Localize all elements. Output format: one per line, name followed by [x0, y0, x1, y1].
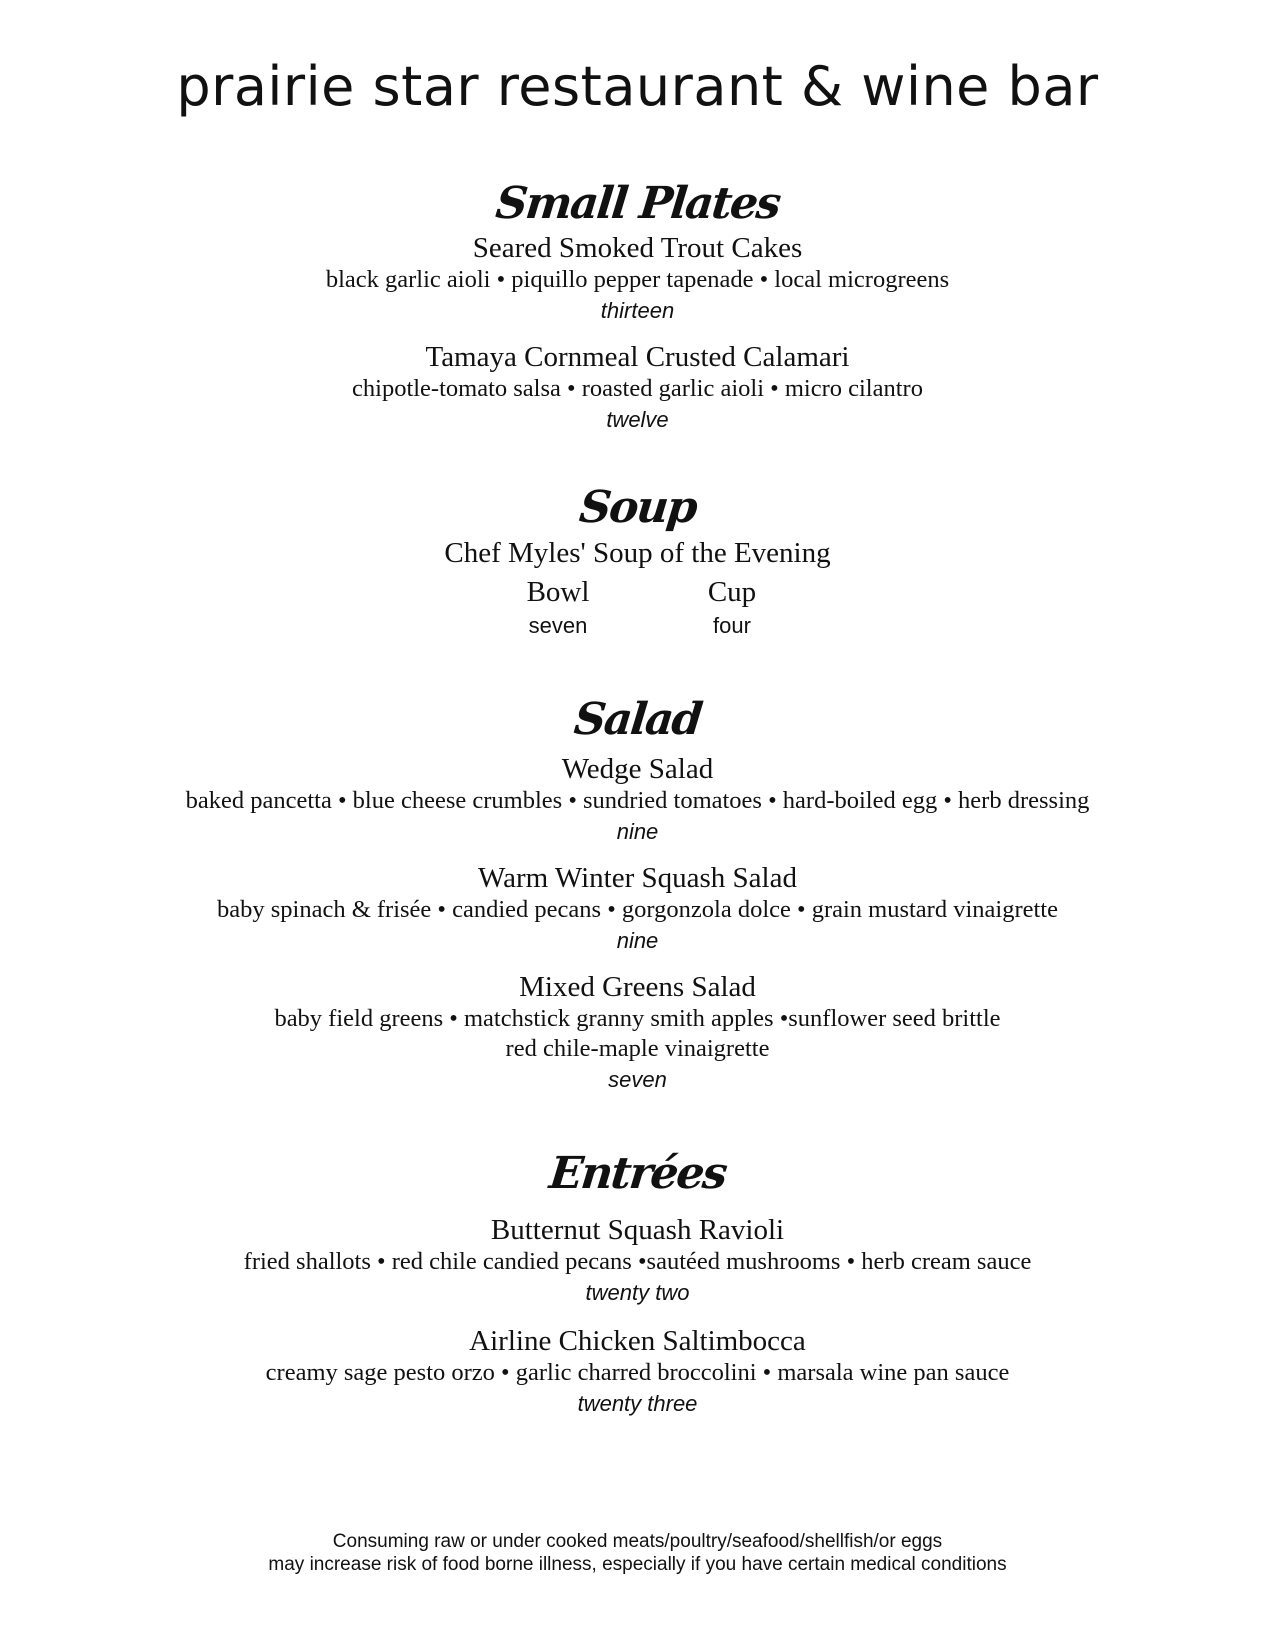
- restaurant-title: prairie star restaurant & wine bar: [176, 55, 1099, 118]
- food-safety-disclaimer: [0, 1530, 1275, 1576]
- dish-name: Mixed Greens Salad: [519, 971, 756, 1003]
- small-plates-heading: Small Plates: [493, 178, 782, 229]
- soup-size-label: Bowl: [526, 576, 590, 608]
- dish-description: chipotle-tomato salsa • roasted garlic aioli • micro cilantro: [352, 375, 923, 402]
- soup-options: [0, 574, 1275, 654]
- dish-description-line2: red chile-maple vinaigrette: [505, 1035, 770, 1062]
- menu-item-mixed-greens: [0, 970, 1275, 1096]
- soup-option-bowl: [468, 574, 648, 642]
- soup-heading: Soup: [576, 482, 699, 533]
- dish-name: Wedge Salad: [561, 753, 714, 785]
- dish-price: twenty two: [585, 1280, 690, 1305]
- dish-price: nine: [616, 819, 659, 844]
- soup-size-label: Cup: [707, 576, 757, 608]
- dish-name: Seared Smoked Trout Cakes: [472, 232, 803, 264]
- entrees-heading: Entrées: [546, 1148, 729, 1199]
- dish-price: twelve: [606, 407, 669, 432]
- menu-item-chicken-saltimbocca: [0, 1324, 1275, 1420]
- small-plates-heading-block: [0, 176, 1275, 232]
- dish-price: seven: [608, 1067, 667, 1092]
- menu-item-squash-salad: [0, 861, 1275, 957]
- menu-item-wedge-salad: [0, 752, 1275, 848]
- dish-name: Airline Chicken Saltimbocca: [469, 1325, 806, 1357]
- dish-name: Butternut Squash Ravioli: [490, 1214, 785, 1246]
- dish-description: baby spinach & frisée • candied pecans • gorgonzola dolce • grain mustard vinaigrette: [217, 896, 1058, 923]
- dish-description: fried shallots • red chile candied pecans •sautéed mushrooms • herb cream sauce: [243, 1248, 1032, 1275]
- dish-price: thirteen: [600, 298, 675, 323]
- dish-name: Warm Winter Squash Salad: [478, 862, 797, 894]
- dish-price: twenty three: [577, 1391, 698, 1416]
- disclaimer-line-1: Consuming raw or under cooked meats/poultry/seafood/shellfish/or eggs: [332, 1531, 943, 1552]
- soup-item: [0, 536, 1275, 570]
- menu-item-calamari: [0, 340, 1275, 436]
- soup-option-cup: [642, 574, 822, 642]
- entrees-heading-block: [0, 1146, 1275, 1202]
- salad-heading-block: [0, 692, 1275, 748]
- menu-item-trout-cakes: [0, 231, 1275, 327]
- soup-price: four: [713, 613, 751, 638]
- dish-description: baked pancetta • blue cheese crumbles • sundried tomatoes • hard-boiled egg • herb dressing: [185, 787, 1090, 814]
- dish-description: baby field greens • matchstick granny smith apples •sunflower seed brittle: [274, 1005, 1001, 1032]
- disclaimer-line-2: may increase risk of food borne illness, especially if you have certain medical conditions: [268, 1554, 1007, 1575]
- soup-price: seven: [528, 613, 588, 638]
- dish-description: black garlic aioli • piquillo pepper tapenade • local microgreens: [325, 266, 950, 293]
- dish-price: nine: [616, 928, 659, 953]
- menu-item-ravioli: [0, 1213, 1275, 1309]
- soup-heading-block: [0, 480, 1275, 536]
- salad-heading: Salad: [571, 694, 704, 745]
- dish-name: Chef Myles' Soup of the Evening: [444, 537, 831, 569]
- dish-name: Tamaya Cornmeal Crusted Calamari: [425, 341, 850, 373]
- dish-description: creamy sage pesto orzo • garlic charred broccolini • marsala wine pan sauce: [265, 1359, 1010, 1386]
